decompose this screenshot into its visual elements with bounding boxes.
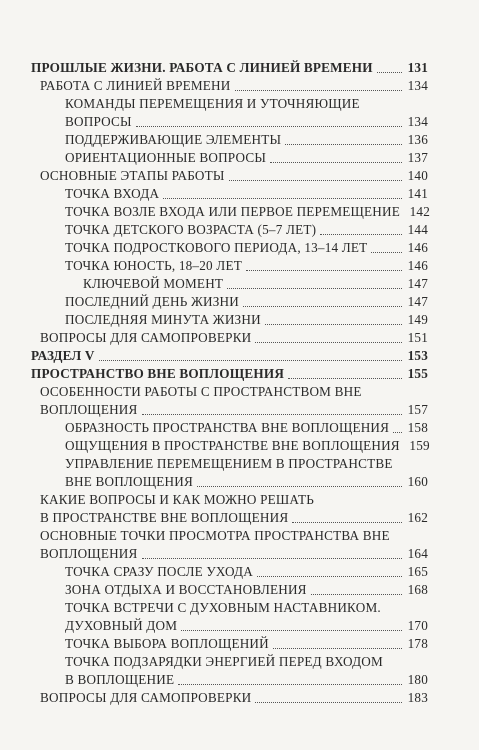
toc-entry-title: ВОПРОСЫ ДЛЯ САМОПРОВЕРКИ	[40, 330, 252, 345]
dot-leader	[227, 288, 402, 289]
toc-entry-title-line1: КАКИЕ ВОПРОСЫ И КАК МОЖНО РЕШАТЬ	[40, 492, 315, 507]
dot-leader	[136, 126, 402, 127]
toc-entry-title: РАЗДЕЛ V	[31, 348, 95, 363]
toc-entry-title: РАБОТА С ЛИНИЕЙ ВРЕМЕНИ	[40, 78, 231, 93]
toc-entry-page: 134	[407, 114, 428, 129]
dot-leader	[270, 162, 402, 163]
dot-leader	[163, 198, 402, 199]
toc-entry	[65, 563, 428, 581]
toc-entry	[65, 221, 428, 239]
toc-entry-title: ПОДДЕРЖИВАЮЩИЕ ЭЛЕМЕНТЫ	[65, 132, 282, 147]
dot-leader	[292, 522, 402, 523]
toc-entry-page: 178	[407, 636, 428, 651]
toc-entry-page: 153	[407, 348, 428, 363]
toc-entry-page: 137	[407, 150, 428, 165]
toc-entry	[31, 365, 428, 383]
toc-entry-page: 141	[407, 186, 428, 201]
toc-entry	[65, 239, 428, 257]
toc-entry-page: 144	[407, 222, 428, 237]
dot-leader	[377, 72, 402, 73]
dot-leader	[371, 252, 402, 253]
toc-entry	[40, 545, 428, 563]
dot-leader	[273, 648, 402, 649]
toc-entry-title-line1: ОСОБЕННОСТИ РАБОТЫ С ПРОСТРАНСТВОМ ВНЕ	[40, 384, 362, 399]
toc-entry	[40, 401, 428, 419]
toc-entry	[65, 671, 428, 689]
toc-entry-page: 136	[407, 132, 428, 147]
toc-entry-page: 147	[407, 276, 428, 291]
toc-entry-page: 158	[407, 420, 428, 435]
toc-entry-title-line1: ОСНОВНЫЕ ТОЧКИ ПРОСМОТРА ПРОСТРАНСТВА ВНЕ	[40, 528, 390, 543]
dot-leader	[181, 630, 402, 631]
dot-leader	[229, 180, 402, 181]
toc-entry-page: 157	[407, 402, 428, 417]
toc-entry-page: 146	[407, 258, 428, 273]
toc-entry-page: 142	[409, 204, 430, 219]
toc-entry-page: 131	[407, 60, 428, 75]
toc-entry-page: 160	[407, 474, 428, 489]
toc-entry-title: ПРОШЛЫЕ ЖИЗНИ. РАБОТА С ЛИНИЕЙ ВРЕМЕНИ	[31, 60, 373, 75]
toc-entry-title: ТОЧКА ПОДРОСТКОВОГО ПЕРИОДА, 13–14 ЛЕТ	[65, 240, 368, 255]
toc-entry-page: 159	[409, 438, 430, 453]
toc-entry-page: 165	[407, 564, 428, 579]
toc-entry-title: ТОЧКА ЮНОСТЬ, 18–20 ЛЕТ	[65, 258, 242, 273]
toc-entry-page: 164	[407, 546, 428, 561]
toc-entry-title: В ПРОСТРАНСТВЕ ВНЕ ВОПЛОЩЕНИЯ	[40, 510, 289, 525]
toc-entry-title: ВНЕ ВОПЛОЩЕНИЯ	[65, 474, 193, 489]
toc-entry	[65, 473, 428, 491]
toc-entry	[65, 131, 428, 149]
toc-entry-page: 149	[407, 312, 428, 327]
toc-entry	[40, 689, 428, 707]
dot-leader	[285, 144, 402, 145]
toc-entry-title-line1: ТОЧКА ВСТРЕЧИ С ДУХОВНЫМ НАСТАВНИКОМ.	[65, 600, 381, 615]
toc-entry-title: ТОЧКА ВЫБОРА ВОПЛОЩЕНИЙ	[65, 636, 269, 651]
toc-entry-title-line1: ТОЧКА ПОДЗАРЯДКИ ЭНЕРГИЕЙ ПЕРЕД ВХОДОМ	[65, 654, 383, 669]
toc-entry	[65, 419, 428, 437]
toc-entry	[65, 293, 428, 311]
toc-entry	[83, 275, 428, 293]
toc-entry-page: 170	[407, 618, 428, 633]
toc-entry	[65, 311, 428, 329]
toc-entry-page: 155	[407, 366, 428, 381]
toc-entry	[40, 167, 428, 185]
toc-entry-page: 180	[407, 672, 428, 687]
toc-entry-title: ВОПРОСЫ ДЛЯ САМОПРОВЕРКИ	[40, 690, 252, 705]
toc-entry	[65, 203, 428, 221]
toc-entry-title: ТОЧКА ВХОДА	[65, 186, 160, 201]
dot-leader	[311, 594, 402, 595]
toc-entry	[65, 185, 428, 203]
toc-entry-page: 147	[407, 294, 428, 309]
toc-entry-page: 146	[407, 240, 428, 255]
dot-leader	[257, 576, 402, 577]
toc-entry-page: 168	[407, 582, 428, 597]
toc-entry	[31, 347, 428, 365]
toc-entry	[40, 77, 428, 95]
toc-entry-title: ОРИЕНТАЦИОННЫЕ ВОПРОСЫ	[65, 150, 267, 165]
toc-entry-title: ПОСЛЕДНИЙ ДЕНЬ ЖИЗНИ	[65, 294, 239, 309]
dot-leader	[99, 360, 402, 361]
toc-entry-title: ТОЧКА СРАЗУ ПОСЛЕ УХОДА	[65, 564, 253, 579]
toc-entry-title: ЗОНА ОТДЫХА И ВОССТАНОВЛЕНИЯ	[65, 582, 307, 597]
toc-entry-title: ВОПЛОЩЕНИЯ	[40, 402, 138, 417]
toc-entry-page: 140	[407, 168, 428, 183]
toc-entry-title-line1: КОМАНДЫ ПЕРЕМЕЩЕНИЯ И УТОЧНЯЮЩИЕ	[65, 96, 360, 111]
toc-entry-title: В ВОПЛОЩЕНИЕ	[65, 672, 175, 687]
toc-entry	[65, 149, 428, 167]
toc-entry-title: ТОЧКА ВОЗЛЕ ВХОДА ИЛИ ПЕРВОЕ ПЕРЕМЕЩЕНИЕ	[65, 204, 400, 219]
toc-entry-page: 183	[407, 690, 428, 705]
toc-entry-title: ВОПРОСЫ	[65, 114, 132, 129]
toc-entry-page: 162	[407, 510, 428, 525]
toc-entry	[31, 59, 428, 77]
toc-entry-title: КЛЮЧЕВОЙ МОМЕНТ	[83, 276, 224, 291]
toc-entry	[65, 581, 428, 599]
toc-entry	[65, 617, 428, 635]
dot-leader	[393, 432, 402, 433]
toc-entry	[40, 329, 428, 347]
dot-leader	[246, 270, 402, 271]
toc-entry-title: ТОЧКА ДЕТСКОГО ВОЗРАСТА (5–7 ЛЕТ)	[65, 222, 317, 237]
dot-leader	[178, 684, 402, 685]
dot-leader	[243, 306, 402, 307]
toc-entry-title: ОСНОВНЫЕ ЭТАПЫ РАБОТЫ	[40, 168, 225, 183]
toc-entry-page: 151	[407, 330, 428, 345]
toc-entry	[40, 509, 428, 527]
toc-entry-title: ПОСЛЕДНЯЯ МИНУТА ЖИЗНИ	[65, 312, 261, 327]
dot-leader	[235, 90, 403, 91]
dot-leader	[255, 702, 402, 703]
toc-entry	[65, 113, 428, 131]
toc-entry-title: ДУХОВНЫЙ ДОМ	[65, 618, 178, 633]
dot-leader	[288, 378, 402, 379]
toc-entry-title: ПРОСТРАНСТВО ВНЕ ВОПЛОЩЕНИЯ	[31, 366, 285, 381]
toc-entry	[65, 635, 428, 653]
dot-leader	[255, 342, 402, 343]
toc-entry-title: ОБРАЗНОСТЬ ПРОСТРАНСТВА ВНЕ ВОПЛОЩЕНИЯ	[65, 420, 390, 435]
dot-leader	[197, 486, 402, 487]
dot-leader	[320, 234, 402, 235]
toc-entry-title-line1: УПРАВЛЕНИЕ ПЕРЕМЕЩЕНИЕМ В ПРОСТРАНСТВЕ	[65, 456, 393, 471]
dot-leader	[142, 414, 402, 415]
toc-entry	[65, 257, 428, 275]
toc-entry-title: ВОПЛОЩЕНИЯ	[40, 546, 138, 561]
dot-leader	[265, 324, 402, 325]
dot-leader	[142, 558, 402, 559]
toc-entry-page: 134	[407, 78, 428, 93]
toc-entry-title: ОЩУЩЕНИЯ В ПРОСТРАНСТВЕ ВНЕ ВОПЛОЩЕНИЯ	[65, 438, 400, 453]
toc-entry	[65, 437, 428, 455]
